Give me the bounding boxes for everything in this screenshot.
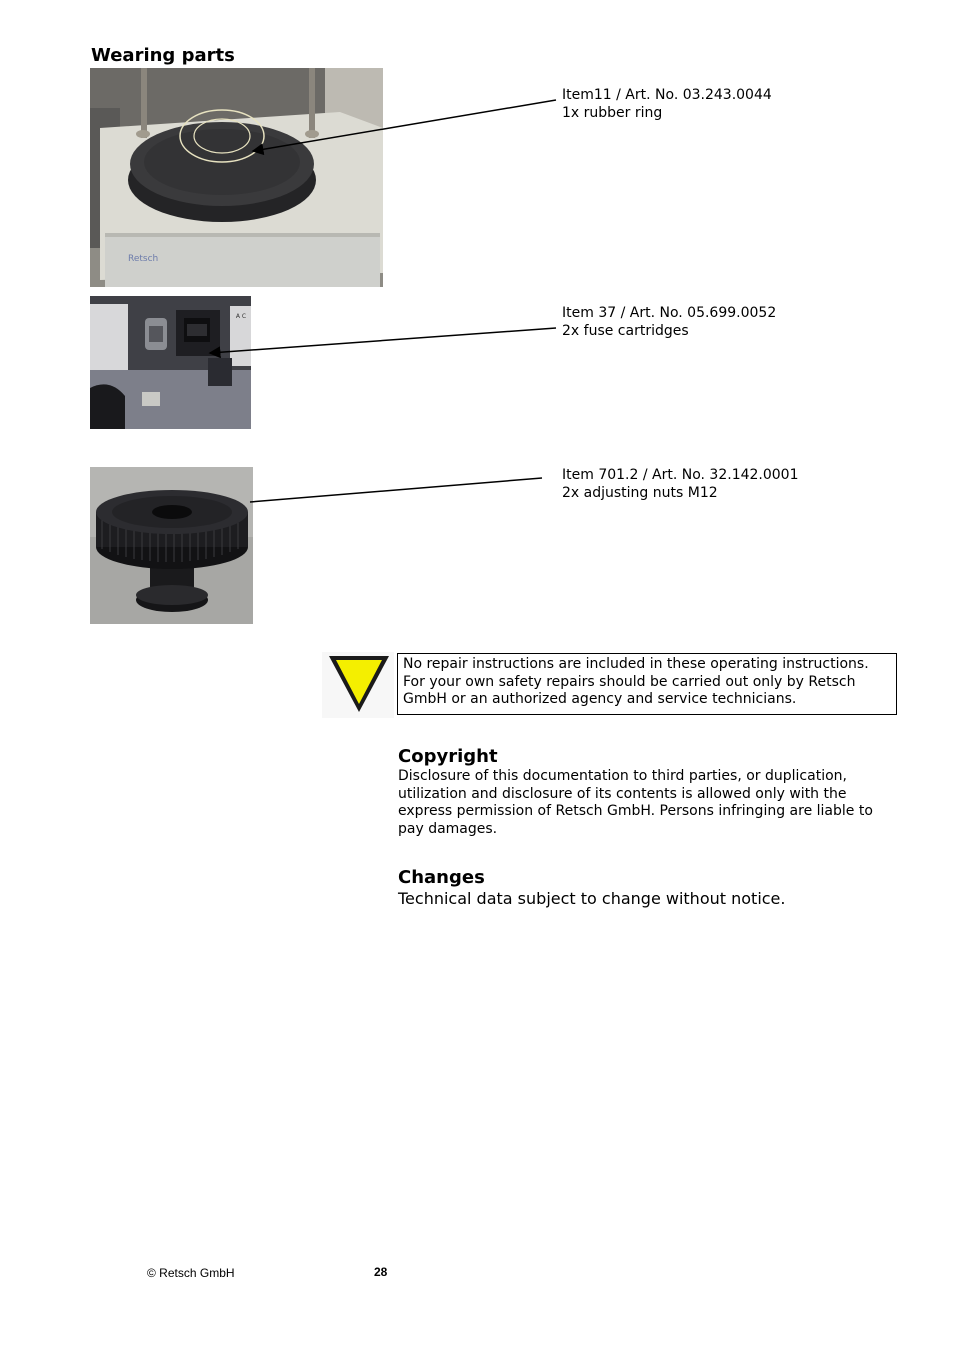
part-label-rubber-ring [562,86,772,122]
panel-label: A C [235,313,247,320]
part-description: 1x rubber ring [562,105,663,121]
part-item-number: Item 37 / Art. No. 05.699.0052 [562,305,777,321]
page-title: Wearing parts [91,45,235,66]
leader-line-nut [250,478,542,502]
page-number: 28 [374,1265,388,1279]
device-brand-label: Retsch [128,254,159,264]
warning-triangle-icon [322,652,394,718]
part-item-number: Item 701.2 / Art. No. 32.142.0001 [562,467,799,483]
leader-line-fuse [210,328,556,353]
footer-company: © Retsch GmbH [147,1266,235,1280]
copyright-heading: Copyright [398,746,498,767]
warning-text: No repair instructions are included in these operating instructions. For your own safety repairs should be carried out only by Retsch GmbH or an authorized agency and service technicians. [403,656,869,707]
part-label-fuse-cartridges [562,304,776,340]
copyright-text: Disclosure of this documentation to third parties, or duplication, utilization and disclosure of its contents is allowed only with the express permission of Retsch GmbH. Persons infringing are liable to pay damages. [398,768,873,837]
part-label-adjusting-nuts [562,466,799,502]
warning-box [397,653,897,715]
part-description: 2x adjusting nuts M12 [562,485,718,501]
changes-heading: Changes [398,867,485,888]
part-item-number: Item11 / Art. No. 03.243.0044 [562,87,772,103]
changes-text: Technical data subject to change without notice. [398,889,786,908]
leader-line-rubber-ring [253,100,556,151]
part-description: 2x fuse cartridges [562,323,689,339]
